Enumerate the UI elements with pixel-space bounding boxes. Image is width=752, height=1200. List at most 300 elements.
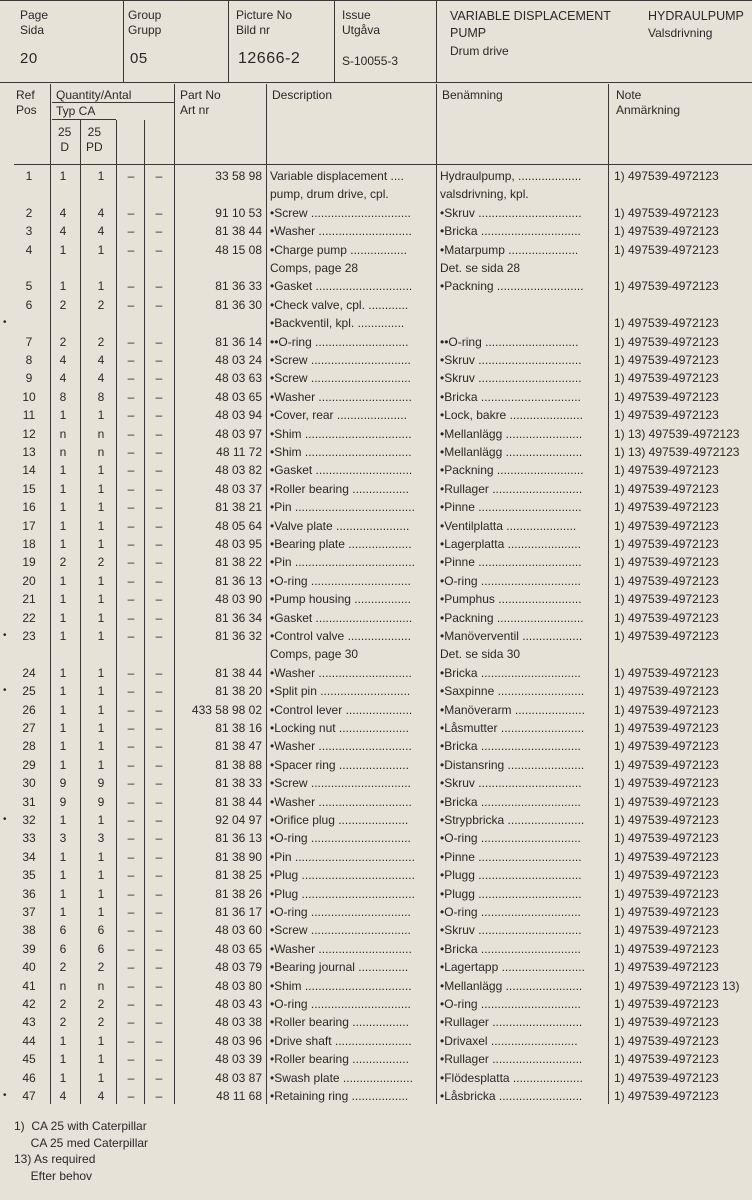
qty-25pd-cell: 1 — [97, 279, 105, 294]
qty-col3-cell: – — [127, 481, 135, 496]
note-cell: 1) 497539-4972123 — [614, 997, 719, 1011]
part-no-cell: 48 11 68 — [216, 1089, 262, 1103]
part-no-cell: 81 38 88 — [215, 757, 262, 772]
qty-25d-cell: 1 — [59, 463, 67, 478]
description-cell: •Bearing journal ............... — [270, 960, 409, 975]
part-no-cell: 81 36 17 — [215, 905, 262, 919]
benamning-cell: •Rullager ........................... — [440, 1015, 583, 1030]
qty-col4-cell: – — [155, 905, 163, 919]
qty-25d-cell: 1 — [59, 592, 67, 607]
benamning-cell: valsdrivning, kpl. — [440, 187, 529, 202]
benamning-cell: •Plugg ............................... — [440, 868, 582, 883]
qty-col4-cell: – — [155, 242, 163, 257]
part-no-cell: 81 38 16 — [215, 721, 262, 735]
description-cell: Comps, page 28 — [270, 261, 359, 275]
qty-col3-cell: – — [127, 500, 135, 515]
qty-col3-cell: – — [127, 592, 135, 607]
qty-col4-cell: – — [155, 923, 163, 938]
qty-col3-cell: – — [127, 831, 135, 846]
qty-25pd-cell: 6 — [97, 941, 105, 956]
qty-col4-cell: – — [155, 389, 163, 404]
table-row — [0, 774, 752, 792]
note-cell: 1) 13) 497539-4972123 — [614, 426, 740, 441]
ref-pos-cell: 45 — [22, 1052, 36, 1067]
part-no-cell: 48 03 39 — [215, 1052, 262, 1067]
description-cell: •Washer ............................ — [270, 224, 412, 239]
qty-25d-cell: 2 — [59, 997, 67, 1011]
benamning-cell: •Lagerplatta ...................... — [440, 537, 581, 551]
part-no-cell: 48 03 37 — [215, 481, 262, 496]
note-cell: 1) 497539-4972123 — [614, 629, 719, 643]
qty-col3-cell: – — [127, 224, 135, 239]
benamning-cell: •Skruv ............................... — [440, 776, 582, 791]
qty-col4-cell: – — [155, 665, 163, 680]
title-en-line-2: PUMP — [450, 26, 487, 40]
note-cell: 1) 497539-4972123 — [614, 224, 719, 239]
qty-25pd-cell: 1 — [97, 886, 105, 901]
qty-25d-cell: 1 — [59, 242, 67, 257]
col-ref-header: Ref Pos — [16, 88, 37, 117]
benamning-cell: •Mellanlägg ....................... — [440, 445, 583, 459]
part-no-cell: 48 03 65 — [215, 941, 262, 956]
picture-value: 12666-2 — [238, 50, 301, 67]
ref-pos-cell: 40 — [22, 960, 36, 975]
table-row — [0, 903, 752, 921]
qty-25pd-cell: 1 — [97, 1070, 105, 1085]
description-cell: •Shim ................................ — [270, 445, 412, 459]
table-row — [0, 553, 752, 571]
part-no-cell: 92 04 97 — [215, 813, 262, 827]
description-cell: •Pump housing ................. — [270, 592, 411, 607]
qty-25pd-cell: 4 — [97, 224, 105, 239]
qty-25d-cell: 1 — [59, 739, 67, 754]
part-no-cell: 33 58 98 — [215, 169, 262, 183]
note-cell: 1) 497539-4972123 — [614, 592, 719, 607]
part-no-cell: 48 03 95 — [215, 537, 262, 551]
benamning-cell: •Bricka .............................. — [440, 941, 581, 956]
qty-25d-cell: 1 — [59, 721, 67, 735]
qty-col4-cell: – — [155, 573, 163, 588]
ref-pos-cell: 20 — [22, 573, 36, 588]
qty-col4-cell: – — [155, 481, 163, 496]
description-cell: •Locking nut ..................... — [270, 721, 409, 735]
qty-col3-cell: – — [127, 1070, 135, 1085]
note-cell: 1) 497539-4972123 — [614, 481, 719, 496]
qty-col3-cell: – — [127, 573, 135, 588]
table-row — [0, 1013, 752, 1031]
note-cell: 1) 497539-4972123 — [614, 408, 719, 423]
benamning-cell: •Packning .......................... — [440, 610, 584, 625]
footnote-line: 1) CA 25 with Caterpillar — [14, 1119, 147, 1133]
qty-25d-cell: 1 — [59, 665, 67, 680]
description-cell: •Orifice plug ..................... — [270, 813, 409, 827]
benamning-cell: •Bricka .............................. — [440, 794, 581, 809]
note-cell: 1) 497539-4972123 — [614, 371, 719, 386]
qty-col4-cell: – — [155, 426, 163, 441]
note-cell: 1) 497539-4972123 — [614, 389, 719, 404]
part-no-cell: 48 15 08 — [215, 242, 262, 257]
qty-col4-cell: – — [155, 794, 163, 809]
note-cell: 1) 497539-4972123 — [614, 831, 719, 846]
note-cell: 1) 497539-4972123 — [614, 1089, 719, 1103]
benamning-cell: •Plugg ............................... — [440, 886, 582, 901]
qty-col3-cell: – — [127, 353, 135, 367]
description-cell: •Roller bearing ................. — [270, 481, 409, 496]
part-no-cell: 81 38 44 — [215, 224, 262, 239]
description-cell: •Gasket ............................. — [270, 279, 413, 294]
qty-col3-cell: – — [127, 445, 135, 459]
qty-25pd-cell: n — [97, 445, 105, 459]
qty-col3-cell: – — [127, 941, 135, 956]
table-row — [0, 480, 752, 498]
qty-25d-cell: 1 — [59, 408, 67, 423]
note-cell: 1) 497539-4972123 — [614, 279, 719, 294]
qty-col4-cell: – — [155, 610, 163, 625]
benamning-cell: •Strypbricka ....................... — [440, 813, 585, 827]
part-no-cell: 81 38 47 — [215, 739, 262, 754]
qty-col4-cell: – — [155, 537, 163, 551]
ref-pos-cell: 25 — [22, 684, 36, 699]
footnotes — [14, 1118, 148, 1184]
benamning-cell: •Packning .......................... — [440, 279, 584, 294]
ref-pos-cell: 9 — [25, 371, 33, 386]
qty-col4-cell: – — [155, 205, 163, 220]
note-cell: 1) 497539-4972123 — [614, 702, 719, 717]
qty-25pd-cell: 1 — [97, 868, 105, 883]
qty-col3-cell: – — [127, 776, 135, 791]
ref-pos-cell: 26 — [22, 702, 36, 717]
description-cell: •O-ring .............................. — [270, 831, 411, 846]
benamning-cell: •Bricka .............................. — [440, 739, 581, 754]
description-cell: •Screw .............................. — [270, 205, 411, 220]
qty-25d-cell: 2 — [59, 555, 67, 570]
qty-col3-cell: – — [127, 297, 135, 312]
qty-25pd-cell: 6 — [97, 923, 105, 938]
benamning-cell: Det. se sida 30 — [440, 647, 521, 662]
qty-25pd-cell: 4 — [97, 205, 105, 220]
note-cell: 1) 497539-4972123 — [614, 1033, 719, 1048]
footnote-line: CA 25 med Caterpillar — [14, 1135, 149, 1150]
divider — [228, 0, 229, 82]
ref-pos-cell: 13 — [22, 445, 36, 459]
qty-25d-cell: 1 — [59, 610, 67, 625]
description-cell: •O-ring .............................. — [270, 905, 411, 919]
description-cell: •Drive shaft ....................... — [270, 1033, 412, 1048]
col-quantity-header: Quantity/Antal — [56, 88, 132, 102]
description-cell: •Shim ................................ — [270, 978, 412, 993]
qty-col3-cell: – — [127, 629, 135, 643]
table-row — [0, 609, 752, 627]
benamning-cell: •Bricka .............................. — [440, 224, 581, 239]
benamning-cell: •Skruv ............................... — [440, 205, 582, 220]
part-no-cell: 81 38 44 — [215, 665, 262, 680]
description-cell: •Cover, rear ..................... — [270, 408, 407, 423]
qty-25pd-cell: 1 — [97, 905, 105, 919]
part-no-cell: 48 03 94 — [215, 408, 262, 423]
qty-col4-cell: – — [155, 371, 163, 386]
benamning-cell: •O-ring .............................. — [440, 997, 581, 1011]
part-no-cell: 91 10 53 — [215, 205, 262, 220]
table-row — [0, 664, 752, 682]
ref-pos-cell: 2 — [25, 205, 33, 220]
page-value: 20 — [20, 50, 38, 67]
description-cell: •Washer ............................ — [270, 665, 412, 680]
qty-25d-cell: 6 — [59, 923, 67, 938]
benamning-cell: •Drivaxel .......................... — [440, 1033, 578, 1048]
description-cell: •Screw .............................. — [270, 923, 411, 938]
description-cell: •Control lever .................... — [270, 702, 413, 717]
note-cell: 1) 497539-4972123 — [614, 960, 719, 975]
part-no-cell: 48 03 79 — [215, 960, 262, 975]
note-cell: 1) 497539-4972123 — [614, 353, 719, 367]
table-row — [0, 535, 752, 553]
table-row — [0, 921, 752, 939]
ref-pos-cell: 17 — [22, 518, 36, 533]
qty-col3-cell: – — [127, 978, 135, 993]
table-row — [0, 885, 752, 903]
qty-col4-cell: – — [155, 849, 163, 864]
part-no-cell: 81 38 44 — [215, 794, 262, 809]
part-no-cell: 48 03 60 — [215, 923, 262, 938]
benamning-cell: •Manöverventil .................. — [440, 629, 583, 643]
qty-col3-cell: – — [127, 389, 135, 404]
description-cell: •Control valve ................... — [270, 629, 411, 643]
ref-pos-cell: 42 — [22, 997, 36, 1011]
part-no-cell: 48 03 43 — [215, 997, 262, 1011]
qty-col3-cell: – — [127, 279, 135, 294]
ref-pos-cell: 44 — [22, 1033, 36, 1048]
note-cell: 1) 497539-4972123 — [614, 757, 719, 772]
ref-pos-cell: 29 — [22, 757, 36, 772]
note-cell: 1) 497539-4972123 — [614, 776, 719, 791]
note-cell: 1) 497539-4972123 — [614, 169, 719, 183]
part-no-cell: 81 36 14 — [215, 334, 262, 349]
description-cell: •Retaining ring ................. — [270, 1089, 409, 1103]
description-cell: •Valve plate ...................... — [270, 518, 410, 533]
part-no-cell: 48 05 64 — [215, 518, 262, 533]
qty-col3-cell: – — [127, 905, 135, 919]
part-no-cell: 48 03 24 — [215, 353, 262, 367]
ref-pos-cell: 15 — [22, 481, 36, 496]
qty-25pd-cell: 1 — [97, 500, 105, 515]
header-block — [0, 0, 752, 82]
qty-col3-cell: – — [127, 1089, 135, 1103]
note-cell: 1) 497539-4972123 — [614, 739, 719, 754]
qty-col4-cell: – — [155, 408, 163, 423]
table-row — [0, 296, 752, 314]
qty-col4-cell: – — [155, 831, 163, 846]
ref-pos-cell: 32 — [22, 813, 36, 827]
description-cell: •Screw .............................. — [270, 353, 411, 367]
ref-pos-cell: 28 — [22, 739, 36, 754]
ref-pos-cell: 27 — [22, 721, 36, 735]
qty-25pd-cell: 1 — [97, 813, 105, 827]
qty-col4-cell: – — [155, 1089, 163, 1103]
qty-25pd-cell: 1 — [97, 537, 105, 551]
qty-col4-cell: – — [155, 334, 163, 349]
qty-col4-cell: – — [155, 555, 163, 570]
qty-25d-cell: 1 — [59, 1052, 67, 1067]
qty-col4-cell: – — [155, 739, 163, 754]
qty-col3-cell: – — [127, 849, 135, 864]
qty-col3-cell: – — [127, 242, 135, 257]
qty-col4-cell: – — [155, 776, 163, 791]
divider — [0, 0, 752, 1]
table-row — [0, 1069, 752, 1087]
qty-col4-cell: – — [155, 279, 163, 294]
qty-col3-cell: – — [127, 757, 135, 772]
description-cell: •Roller bearing ................. — [270, 1052, 409, 1067]
description-cell: •Gasket ............................. — [270, 463, 413, 478]
benamning-cell: •Bricka .............................. — [440, 389, 581, 404]
benamning-cell: ••O-ring ............................ — [440, 334, 579, 349]
qty-25d-cell: 1 — [59, 537, 67, 551]
note-cell: 1) 497539-4972123 — [614, 537, 719, 551]
part-no-cell: 433 58 98 02 — [191, 702, 262, 717]
benamning-cell: •O-ring .............................. — [440, 831, 581, 846]
ref-pos-cell: 11 — [22, 408, 36, 423]
table-row — [0, 241, 752, 259]
qty-col3-cell: – — [127, 702, 135, 717]
note-cell: 1) 497539-4972123 — [614, 1070, 719, 1085]
part-no-cell: 81 38 21 — [215, 500, 262, 515]
qty-col4-cell: – — [155, 224, 163, 239]
row-marker: • — [3, 814, 7, 825]
qty-col4-cell: – — [155, 721, 163, 735]
group-value: 05 — [130, 50, 148, 67]
row-marker: • — [3, 1090, 7, 1101]
qty-25d-cell: 1 — [59, 1033, 67, 1048]
benamning-cell: •Matarpump ..................... — [440, 242, 579, 257]
qty-col3-cell: – — [127, 408, 135, 423]
title-sv-line-1: HYDRAULPUMP — [648, 9, 744, 23]
qty-col3-cell: – — [127, 1033, 135, 1048]
ref-pos-cell: 39 — [22, 941, 36, 956]
ref-pos-cell: 6 — [25, 297, 33, 312]
qty-col4-cell: – — [155, 1070, 163, 1085]
table-row — [0, 590, 752, 608]
ref-pos-cell: 12 — [22, 426, 36, 441]
table-row — [0, 829, 752, 847]
note-cell: 1) 497539-4972123 — [614, 1015, 719, 1030]
qty-25d-cell: 1 — [59, 684, 67, 699]
note-cell: 1) 497539-4972123 — [614, 1052, 719, 1067]
note-cell: 1) 497539-4972123 — [614, 316, 719, 331]
table-row — [0, 388, 752, 406]
note-cell: 1) 497539-4972123 — [614, 886, 719, 901]
qty-25d-cell: 1 — [59, 629, 67, 643]
qty-col3-cell: – — [127, 371, 135, 386]
part-no-cell: 48 03 63 — [215, 371, 262, 386]
qty-25d-cell: 1 — [59, 1070, 67, 1085]
qty-col3-cell: – — [127, 1015, 135, 1030]
ref-pos-cell: 43 — [22, 1015, 36, 1030]
page-label: Page Sida — [20, 8, 49, 37]
ref-pos-cell: 7 — [25, 334, 33, 349]
qty-25d-cell: n — [59, 426, 67, 441]
part-no-cell: 81 36 33 — [215, 279, 262, 294]
table-row — [0, 498, 752, 516]
part-no-cell: 48 03 96 — [215, 1033, 262, 1048]
qty-25d-cell: 9 — [59, 794, 67, 809]
benamning-cell: •Låsmutter ......................... — [440, 721, 585, 735]
qty-25d-cell: 2 — [59, 1015, 67, 1030]
qty-col4-cell: – — [155, 169, 163, 183]
table-row — [0, 737, 752, 755]
part-no-cell: 48 03 90 — [215, 592, 262, 607]
part-no-cell: 81 38 26 — [215, 886, 262, 901]
qty-25d-cell: 2 — [59, 297, 67, 312]
qty-col3-cell: – — [127, 555, 135, 570]
benamning-cell: •Mellanlägg ....................... — [440, 426, 583, 441]
table-row — [0, 1087, 752, 1105]
qty-col4-cell: – — [155, 592, 163, 607]
description-cell: Comps, page 30 — [270, 647, 359, 662]
qty-25pd-cell: 1 — [97, 169, 105, 183]
col-benamning-header: Benämning — [442, 88, 503, 102]
qty-25pd-cell: 2 — [97, 297, 105, 312]
qty-col3-cell: – — [127, 886, 135, 901]
qty-25d-cell: 1 — [59, 886, 67, 901]
table-row — [0, 314, 752, 332]
ref-pos-cell: 23 — [22, 629, 36, 643]
qty-25pd-cell: 1 — [97, 665, 105, 680]
qty-25d-cell: 1 — [59, 518, 67, 533]
qty-25pd-cell: n — [97, 978, 105, 993]
col-note-header: Note Anmärkning — [616, 88, 681, 117]
qty-col4-cell: – — [155, 1015, 163, 1030]
note-cell: 1) 497539-4972123 — [614, 868, 719, 883]
table-row — [0, 461, 752, 479]
qty-col3-cell: – — [127, 794, 135, 809]
description-cell: •Check valve, cpl. ............ — [270, 297, 409, 312]
qty-col3-cell: – — [127, 739, 135, 754]
description-cell: •Washer ............................ — [270, 941, 412, 956]
qty-col3-cell: – — [127, 1052, 135, 1067]
description-cell: •Shim ................................ — [270, 426, 412, 441]
qty-25d-cell: 4 — [59, 224, 67, 239]
qty-25pd-cell: 2 — [97, 555, 105, 570]
description-cell: •O-ring .............................. — [270, 997, 411, 1011]
qty-25d-cell: 4 — [59, 205, 67, 220]
qty-col4-cell: – — [155, 500, 163, 515]
qty-25d-cell: 1 — [59, 757, 67, 772]
qty-col4-cell: – — [155, 1033, 163, 1048]
qty-25d-cell: n — [59, 445, 67, 459]
qty-25d-cell: 2 — [59, 334, 67, 349]
table-row — [0, 848, 752, 866]
table-row — [0, 406, 752, 424]
qty-25pd-cell: 9 — [97, 776, 105, 791]
note-cell: 1) 497539-4972123 — [614, 463, 719, 478]
qty-25d-cell: 4 — [59, 353, 67, 367]
description-cell: •Pin .................................... — [270, 849, 415, 864]
benamning-cell: •O-ring .............................. — [440, 905, 581, 919]
part-no-cell: 48 03 38 — [215, 1015, 262, 1030]
qty-col3-cell: – — [127, 169, 135, 183]
note-cell: 1) 497539-4972123 — [614, 665, 719, 680]
description-cell: •Charge pump ................. — [270, 242, 407, 257]
qty-col4-cell: – — [155, 868, 163, 883]
description-cell: •O-ring .............................. — [270, 573, 411, 588]
part-no-cell: 81 38 33 — [215, 776, 262, 791]
qty-col3-cell: – — [127, 665, 135, 680]
qty-25pd-cell: 1 — [97, 1033, 105, 1048]
description-cell: pump, drum drive, cpl. — [270, 187, 389, 202]
qty-col3-cell: – — [127, 205, 135, 220]
ref-pos-cell: 38 — [22, 923, 36, 938]
qty-25d-cell: 4 — [59, 1089, 67, 1103]
